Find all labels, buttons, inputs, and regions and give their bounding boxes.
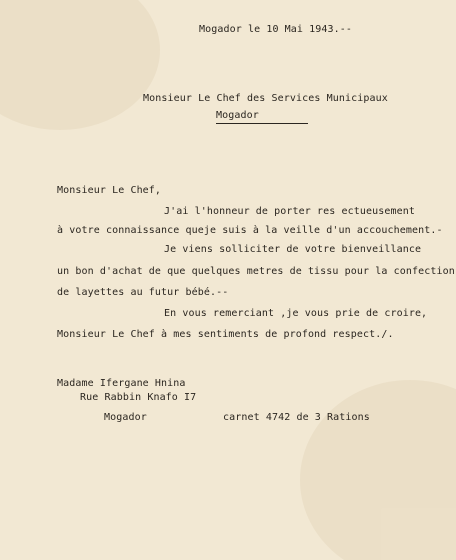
sender-city: Mogador xyxy=(104,412,147,423)
body-line-7: Monsieur Le Chef à mes sentiments de profond respect./. xyxy=(57,329,394,340)
body-line-1: J'ai l'honneur de porter res ectueusement xyxy=(164,206,415,217)
recipient-city: Mogador xyxy=(216,110,259,121)
paper-stain xyxy=(300,380,456,560)
recipient-title: Monsieur Le Chef des Services Municipaux xyxy=(143,93,388,104)
body-line-6: En vous remerciant ,je vous prie de croire, xyxy=(164,308,428,319)
sender-street: Rue Rabbin Knafo I7 xyxy=(80,392,197,403)
recipient-underline xyxy=(216,123,308,124)
salutation: Monsieur Le Chef, xyxy=(57,185,162,196)
body-line-2: à votre connaissance queje suis à la veille d'un accouchement.- xyxy=(57,225,443,236)
body-line-5: de layettes au futur bébé.-- xyxy=(57,287,229,298)
paper-stain xyxy=(0,0,160,130)
body-line-4: un bon d'achat de que quelques metres de tissu pour la confection xyxy=(57,266,455,277)
sender-name: Madame Ifergane Hnina xyxy=(57,378,186,389)
body-line-3: Je viens solliciter de votre bienveillance xyxy=(164,244,422,255)
place-date: Mogador le 10 Mai 1943.-- xyxy=(199,24,353,35)
ration-card: carnet 4742 de 3 Rations xyxy=(223,412,370,423)
